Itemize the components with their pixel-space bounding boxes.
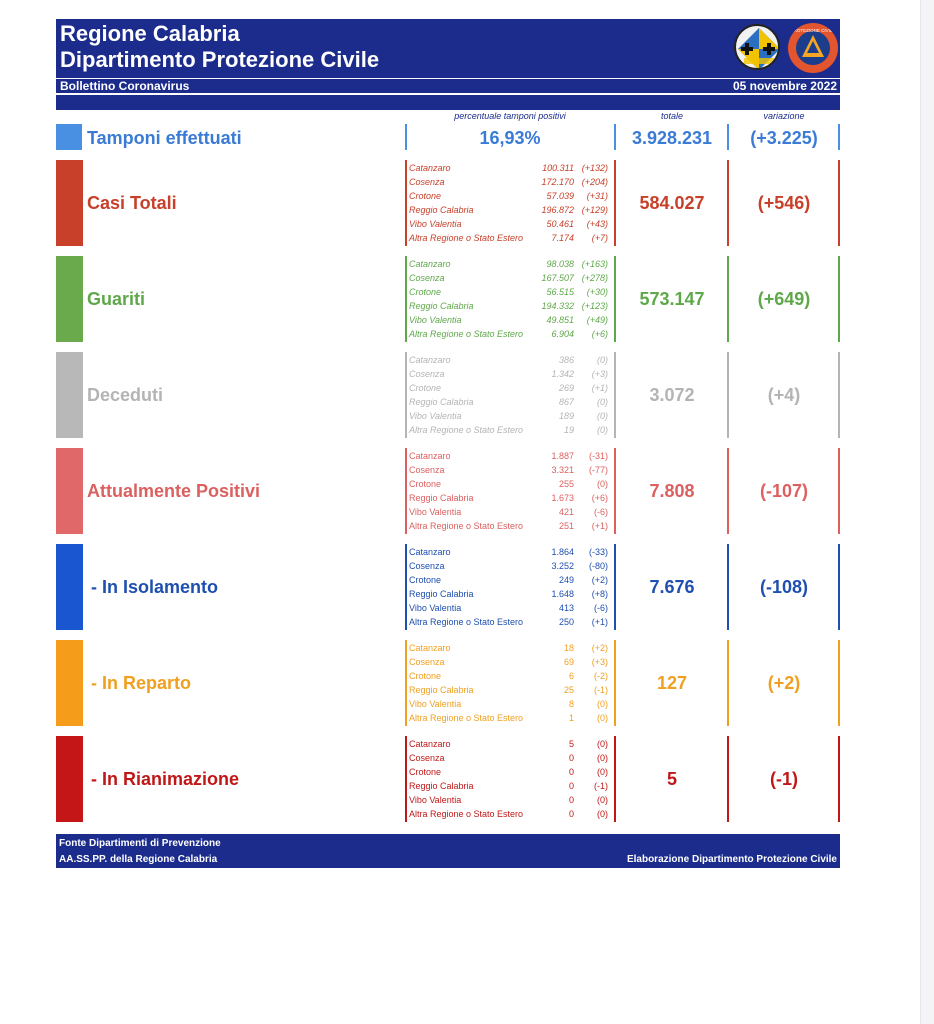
province-row bbox=[409, 161, 614, 175]
province-name: Reggio Calabria bbox=[409, 301, 474, 311]
section-guariti bbox=[0, 256, 934, 342]
province-breakdown bbox=[406, 736, 614, 822]
province-delta: (+2) bbox=[591, 643, 608, 653]
tamponi-total: 3.928.231 bbox=[631, 128, 713, 148]
province-delta: (+43) bbox=[586, 219, 608, 229]
section-divider bbox=[838, 640, 840, 726]
province-name: Reggio Calabria bbox=[409, 781, 474, 791]
section-color-bar bbox=[56, 352, 83, 438]
province-row bbox=[409, 449, 614, 463]
province-delta: (-33) bbox=[588, 547, 608, 557]
province-value: 1.648 bbox=[551, 589, 574, 599]
province-name: Vibo Valentia bbox=[409, 603, 462, 613]
province-delta: (-31) bbox=[588, 451, 608, 461]
province-value: 8 bbox=[568, 699, 574, 709]
province-name: Catanzaro bbox=[409, 451, 451, 461]
section-divider bbox=[838, 160, 840, 246]
province-delta: (-1) bbox=[594, 685, 608, 695]
province-value: 50.461 bbox=[546, 219, 574, 229]
section-total: 5 bbox=[666, 769, 677, 789]
subtitle-bar bbox=[56, 78, 840, 93]
province-delta: (+8) bbox=[591, 589, 608, 599]
section-divider bbox=[838, 256, 840, 342]
province-row bbox=[409, 395, 614, 409]
province-delta: (-80) bbox=[588, 561, 608, 571]
province-value: 57.039 bbox=[546, 191, 574, 201]
province-value: 19 bbox=[563, 425, 574, 435]
province-breakdown bbox=[406, 448, 614, 534]
province-row bbox=[409, 353, 614, 367]
province-name: Vibo Valentia bbox=[409, 315, 462, 325]
province-name: Cosenza bbox=[409, 369, 445, 379]
province-value: 1.673 bbox=[551, 493, 574, 503]
province-name: Catanzaro bbox=[409, 355, 451, 365]
province-row bbox=[409, 313, 614, 327]
province-row bbox=[409, 793, 614, 807]
province-name: Altra Regione o Stato Estero bbox=[409, 425, 524, 435]
province-delta: (-77) bbox=[588, 465, 608, 475]
province-value: 867 bbox=[558, 397, 574, 407]
province-name: Cosenza bbox=[409, 657, 445, 667]
province-name: Altra Regione o Stato Estero bbox=[409, 617, 524, 627]
section-total: 3.072 bbox=[649, 385, 695, 405]
province-row bbox=[409, 381, 614, 395]
province-value: 0 bbox=[568, 781, 574, 791]
province-value: 249 bbox=[558, 575, 574, 585]
section-label: Deceduti bbox=[87, 385, 164, 405]
footer-source-line1: Fonte Dipartimenti di Prevenzione bbox=[59, 838, 221, 849]
province-name: Cosenza bbox=[409, 273, 445, 283]
section-color-bar bbox=[56, 736, 83, 822]
province-name: Catanzaro bbox=[409, 547, 451, 557]
province-name: Vibo Valentia bbox=[409, 795, 462, 805]
province-delta: (+1) bbox=[591, 383, 608, 393]
province-value: 196.872 bbox=[541, 205, 574, 215]
province-name: Catanzaro bbox=[409, 259, 451, 269]
section-isolamento bbox=[0, 544, 934, 630]
province-value: 18 bbox=[563, 643, 574, 653]
tamponi-pct: 16,93% bbox=[479, 128, 541, 148]
province-delta: (-2) bbox=[594, 671, 608, 681]
province-value: 1.342 bbox=[551, 369, 574, 379]
province-delta: (+2) bbox=[591, 575, 608, 585]
province-value: 6 bbox=[568, 671, 574, 681]
province-delta: (+1) bbox=[591, 617, 608, 627]
province-row bbox=[409, 573, 614, 587]
calabria-coat-of-arms-icon bbox=[734, 24, 780, 70]
tamponi-divider bbox=[838, 124, 840, 150]
province-name: Crotone bbox=[409, 383, 442, 393]
province-delta: (+6) bbox=[591, 493, 608, 503]
province-value: 98.038 bbox=[546, 259, 574, 269]
province-row bbox=[409, 765, 614, 779]
section-variation: (+4) bbox=[767, 385, 801, 405]
section-casi bbox=[0, 160, 934, 246]
province-name: Cosenza bbox=[409, 753, 445, 763]
province-row bbox=[409, 217, 614, 231]
province-row bbox=[409, 477, 614, 491]
province-value: 100.311 bbox=[542, 163, 574, 173]
section-label: Attualmente Positivi bbox=[87, 481, 261, 501]
header-spacer-bar bbox=[56, 95, 840, 110]
province-name: Crotone bbox=[409, 671, 442, 681]
bulletin-date: 05 novembre 2022 bbox=[732, 79, 837, 93]
province-value: 189 bbox=[558, 411, 574, 421]
province-value: 0 bbox=[568, 753, 574, 763]
section-divider bbox=[838, 736, 840, 822]
section-label: - In Reparto bbox=[91, 673, 192, 693]
province-value: 1.864 bbox=[551, 547, 574, 557]
province-value: 413 bbox=[558, 603, 574, 613]
province-delta: (0) bbox=[597, 699, 608, 709]
province-row bbox=[409, 189, 614, 203]
province-row bbox=[409, 519, 614, 533]
section-color-bar bbox=[56, 160, 83, 246]
province-row bbox=[409, 257, 614, 271]
province-row bbox=[409, 299, 614, 313]
province-breakdown bbox=[406, 352, 614, 438]
province-value: 251 bbox=[558, 521, 574, 531]
province-delta: (-6) bbox=[594, 507, 608, 517]
province-value: 250 bbox=[558, 617, 574, 627]
section-deceduti bbox=[0, 352, 934, 438]
section-attualmente bbox=[0, 448, 934, 534]
section-reparto bbox=[0, 640, 934, 726]
province-delta: (0) bbox=[597, 397, 608, 407]
province-row bbox=[409, 203, 614, 217]
province-value: 7.174 bbox=[551, 233, 574, 243]
footer-credit: Elaborazione Dipartimento Protezione Civile bbox=[626, 854, 837, 865]
section-label: Guariti bbox=[87, 289, 146, 309]
province-delta: (+6) bbox=[591, 329, 608, 339]
section-total: 573.147 bbox=[639, 289, 705, 309]
province-value: 269 bbox=[558, 383, 574, 393]
province-delta: (+123) bbox=[581, 301, 608, 311]
col-header-pct: percentuale tamponi positivi bbox=[454, 111, 566, 121]
province-row bbox=[409, 175, 614, 189]
province-value: 386 bbox=[558, 355, 574, 365]
tamponi-color-square bbox=[56, 124, 82, 150]
col-header-total: totale bbox=[660, 111, 684, 121]
section-variation: (+649) bbox=[757, 289, 811, 309]
province-breakdown bbox=[406, 256, 614, 342]
province-row bbox=[409, 545, 614, 559]
province-value: 6.904 bbox=[551, 329, 574, 339]
province-name: Cosenza bbox=[409, 177, 445, 187]
section-variation: (+2) bbox=[767, 673, 801, 693]
province-row bbox=[409, 641, 614, 655]
province-row bbox=[409, 559, 614, 573]
section-variation: (-107) bbox=[759, 481, 808, 501]
province-name: Catanzaro bbox=[409, 163, 451, 173]
section-color-bar bbox=[56, 640, 83, 726]
province-value: 194.332 bbox=[541, 301, 574, 311]
province-row bbox=[409, 409, 614, 423]
section-divider bbox=[838, 448, 840, 534]
province-name: Vibo Valentia bbox=[409, 411, 462, 421]
province-value: 0 bbox=[568, 809, 574, 819]
footer-banner bbox=[56, 834, 840, 868]
province-row bbox=[409, 367, 614, 381]
province-name: Crotone bbox=[409, 575, 442, 585]
province-delta: (-1) bbox=[594, 781, 608, 791]
province-delta: (-6) bbox=[594, 603, 608, 613]
province-value: 1.887 bbox=[551, 451, 574, 461]
province-name: Cosenza bbox=[409, 465, 445, 475]
province-row bbox=[409, 271, 614, 285]
province-row bbox=[409, 505, 614, 519]
province-value: 0 bbox=[568, 767, 574, 777]
province-row bbox=[409, 655, 614, 669]
province-row bbox=[409, 779, 614, 793]
section-variation: (-108) bbox=[759, 577, 808, 597]
province-row bbox=[409, 491, 614, 505]
province-name: Crotone bbox=[409, 767, 442, 777]
section-divider bbox=[838, 544, 840, 630]
province-name: Crotone bbox=[409, 479, 442, 489]
province-name: Altra Regione o Stato Estero bbox=[409, 233, 524, 243]
section-total: 584.027 bbox=[639, 193, 705, 213]
province-name: Reggio Calabria bbox=[409, 685, 474, 695]
section-total: 127 bbox=[656, 673, 688, 693]
province-value: 0 bbox=[568, 795, 574, 805]
footer-source-line2: AA.SS.PP. della Regione Calabria bbox=[59, 854, 218, 865]
section-total: 7.808 bbox=[649, 481, 695, 501]
province-name: Altra Regione o Stato Estero bbox=[409, 521, 524, 531]
province-row bbox=[409, 683, 614, 697]
province-name: Reggio Calabria bbox=[409, 205, 474, 215]
province-name: Reggio Calabria bbox=[409, 397, 474, 407]
province-value: 421 bbox=[558, 507, 574, 517]
province-value: 49.851 bbox=[546, 315, 574, 325]
province-value: 5 bbox=[568, 739, 574, 749]
province-delta: (+3) bbox=[591, 369, 608, 379]
province-delta: (0) bbox=[597, 795, 608, 805]
province-value: 255 bbox=[558, 479, 574, 489]
province-name: Reggio Calabria bbox=[409, 493, 474, 503]
province-delta: (+129) bbox=[581, 205, 608, 215]
province-breakdown bbox=[406, 544, 614, 630]
province-name: Altra Regione o Stato Estero bbox=[409, 713, 524, 723]
province-value: 172.170 bbox=[541, 177, 574, 187]
province-name: Vibo Valentia bbox=[409, 699, 462, 709]
province-delta: (0) bbox=[597, 753, 608, 763]
province-row bbox=[409, 423, 614, 437]
header-title-region: Regione Calabria bbox=[60, 21, 240, 46]
province-breakdown bbox=[406, 160, 614, 246]
province-delta: (0) bbox=[597, 809, 608, 819]
province-delta: (0) bbox=[597, 767, 608, 777]
province-row bbox=[409, 231, 614, 245]
province-delta: (+163) bbox=[581, 259, 608, 269]
province-name: Catanzaro bbox=[409, 643, 451, 653]
section-color-bar bbox=[56, 256, 83, 342]
province-delta: (0) bbox=[597, 411, 608, 421]
province-delta: (+7) bbox=[591, 233, 608, 243]
province-row bbox=[409, 587, 614, 601]
province-delta: (0) bbox=[597, 355, 608, 365]
province-delta: (+31) bbox=[586, 191, 608, 201]
province-delta: (+278) bbox=[581, 273, 608, 283]
province-name: Vibo Valentia bbox=[409, 507, 462, 517]
province-name: Crotone bbox=[409, 287, 442, 297]
province-delta: (+132) bbox=[581, 163, 608, 173]
province-value: 167.507 bbox=[541, 273, 574, 283]
header-title-department: Dipartimento Protezione Civile bbox=[60, 47, 380, 72]
province-breakdown bbox=[406, 640, 614, 726]
province-delta: (0) bbox=[597, 713, 608, 723]
province-delta: (0) bbox=[597, 425, 608, 435]
province-row bbox=[409, 601, 614, 615]
province-row bbox=[409, 737, 614, 751]
section-label: - In Rianimazione bbox=[91, 769, 240, 789]
province-name: Altra Regione o Stato Estero bbox=[409, 809, 524, 819]
section-variation: (+546) bbox=[757, 193, 811, 213]
province-value: 69 bbox=[563, 657, 574, 667]
province-row bbox=[409, 615, 614, 629]
bulletin-title: Bollettino Coronavirus bbox=[60, 79, 190, 93]
section-variation: (-1) bbox=[770, 769, 798, 789]
province-row bbox=[409, 463, 614, 477]
province-delta: (+3) bbox=[591, 657, 608, 667]
province-value: 3.321 bbox=[551, 465, 574, 475]
section-label: Casi Totali bbox=[87, 193, 177, 213]
protezione-civile-logo-icon bbox=[788, 23, 838, 73]
header-banner bbox=[56, 19, 840, 78]
province-value: 25 bbox=[563, 685, 574, 695]
province-name: Catanzaro bbox=[409, 739, 451, 749]
province-name: Cosenza bbox=[409, 561, 445, 571]
province-name: Vibo Valentia bbox=[409, 219, 462, 229]
section-divider bbox=[838, 352, 840, 438]
province-delta: (+49) bbox=[586, 315, 608, 325]
province-value: 1 bbox=[568, 713, 574, 723]
col-header-var: variazione bbox=[763, 111, 805, 121]
province-delta: (0) bbox=[597, 739, 608, 749]
province-row bbox=[409, 751, 614, 765]
province-name: Altra Regione o Stato Estero bbox=[409, 329, 524, 339]
province-delta: (+30) bbox=[586, 287, 608, 297]
section-color-bar bbox=[56, 544, 83, 630]
province-row bbox=[409, 285, 614, 299]
province-row bbox=[409, 697, 614, 711]
tamponi-var: (+3.225) bbox=[750, 128, 818, 148]
section-total: 7.676 bbox=[649, 577, 695, 597]
province-delta: (0) bbox=[597, 479, 608, 489]
province-value: 3.252 bbox=[551, 561, 574, 571]
province-name: Reggio Calabria bbox=[409, 589, 474, 599]
svg-text:PROTEZIONE CIVILE: PROTEZIONE CIVILE bbox=[790, 28, 836, 33]
province-row bbox=[409, 669, 614, 683]
province-row bbox=[409, 711, 614, 725]
section-rianimazione bbox=[0, 736, 934, 822]
province-row bbox=[409, 807, 614, 821]
tamponi-label: Tamponi effettuati bbox=[87, 128, 242, 148]
province-name: Crotone bbox=[409, 191, 442, 201]
province-row bbox=[409, 327, 614, 341]
province-delta: (+1) bbox=[591, 521, 608, 531]
section-color-bar bbox=[56, 448, 83, 534]
section-label: - In Isolamento bbox=[91, 577, 219, 597]
province-delta: (+204) bbox=[581, 177, 608, 187]
province-value: 56.515 bbox=[546, 287, 574, 297]
